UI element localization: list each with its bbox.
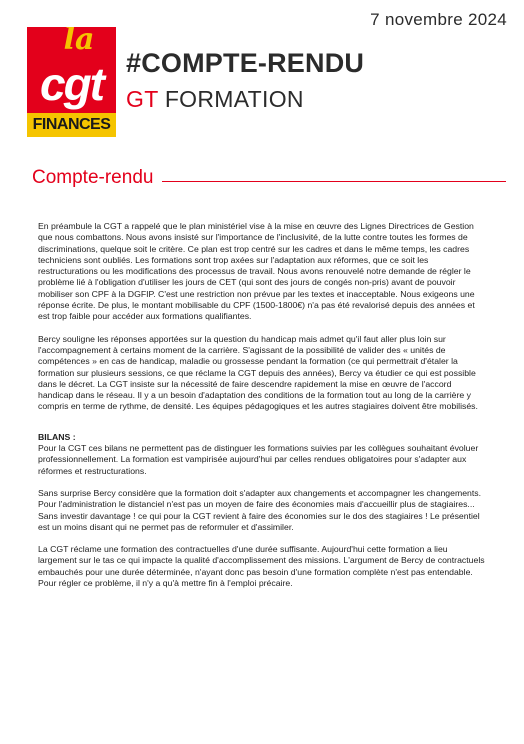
paragraph-distanciel: Sans surprise Bercy considère que la formation doit s'adapter aux changements et accompagner les changements. Pour l'administration le distanciel n'est pas un moyen de faire des économies mais d'accueillir plus de stagiaires... Sans investir davantage ! ce qui pour la CGT revient à faire des économies sur le dos des stagiaires ! Le présentiel est un moins disant qui ne permet pas de reformuler et d'assimiler. <box>38 487 482 532</box>
report-body <box>38 221 488 600</box>
document-subtitle <box>126 86 304 113</box>
subtitle-formation: FORMATION <box>164 86 304 112</box>
logo-la-text: la <box>63 27 95 57</box>
paragraph-preambule: En préambule la CGT a rappelé que le plan ministériel vise à la mise en œuvre des Lignes Directrices de Gestion que nous combattons. Nous avons insisté sur l'importance de l'inclusivité, de la lutte contre toutes les formes de discriminations, quelque soit le critère. Ce plan est trop centré sur les cadres et dans le même temps, les cadres techniciens sont oubliés. Les formations sont trop axées sur l'adaptation aux réformes, que ce soit les restructurations ou les modifications des processus de travail. Nous avons renouvelé notre demande de régler le problème lié à l'obligation d'utiliser les jours de CET (qui sont des jours de congés non-pris) avant de pouvoir mobiliser son CPF à la DGFIP. C'est une restriction non prévue par les textes et inacceptable. Nous exigeons une réponse écrite. De plus, le montant mobilisable du CPF (1500-1800€) n'a pas été revalorisé depuis des années et est trop faible pour accéder aux formations qualifiantes. <box>38 221 475 322</box>
paragraph-bilans: Pour la CGT ces bilans ne permettent pas de distinguer les formations suivies par les collègues souhaitant évoluer professionnellement. La formation est vampirisée aujourd'hui par celles rendues obligatoires pour s'adapter aux réformes et restructurations. <box>38 443 479 476</box>
subtitle-gt: GT <box>126 86 159 112</box>
paragraph-contractuels: La CGT réclame une formation des contractuelles d'une durée suffisante. Aujourd'hui cette formation a lieu largement sur le tas ce qui impacte la qualité d'accomplissement des missions. L'argument de Bercy de contractuels embauchés pour une durée déterminée, n'ayant donc pas besoin d'une formation complète n'est pas entendable. Pour régler ce problème, il n'y a qu'à mettre fin à l'emploi précaire. <box>38 544 485 589</box>
section-heading-rule <box>162 181 506 182</box>
logo-finances-band: FINANCES <box>27 113 116 137</box>
section-heading <box>32 167 512 191</box>
bilans-heading: BILANS : <box>38 431 76 442</box>
document-title: #COMPTE-RENDU <box>126 48 365 78</box>
section-heading-label: Compte-rendu <box>32 167 154 188</box>
paragraph-handicap: Bercy souligne les réponses apportées sur la question du handicap mais admet qu'il faut aller plus loin sur l'accompagnement à certains moment de la carrière. S'agissant de la possibilité de valider des « unités de compétences » en cas de handicap, maladie ou grossesse pendant la formation (ce qui permettrait d'étaler la formation sur plusieurs sessions, ce que réclame la CGT depuis des années), Bercy va étudier ce qui est possible dans le décret. La CGT insiste sur la nécessité de faire descendre rapidement la mise en œuvre de l'accord handicap dans le réseau. Il y a un besoin d'adaptation des conditions de la formation tout au long de la carrière y compris en terme de rythme, de densité. Les équipes pédagogiques et les autres stagiaires doivent être mobilisés. <box>38 333 478 412</box>
document-date: 7 novembre 2024 <box>370 10 507 29</box>
logo-cgt-text: cgt <box>40 58 103 110</box>
cgt-finances-logo <box>27 27 116 137</box>
